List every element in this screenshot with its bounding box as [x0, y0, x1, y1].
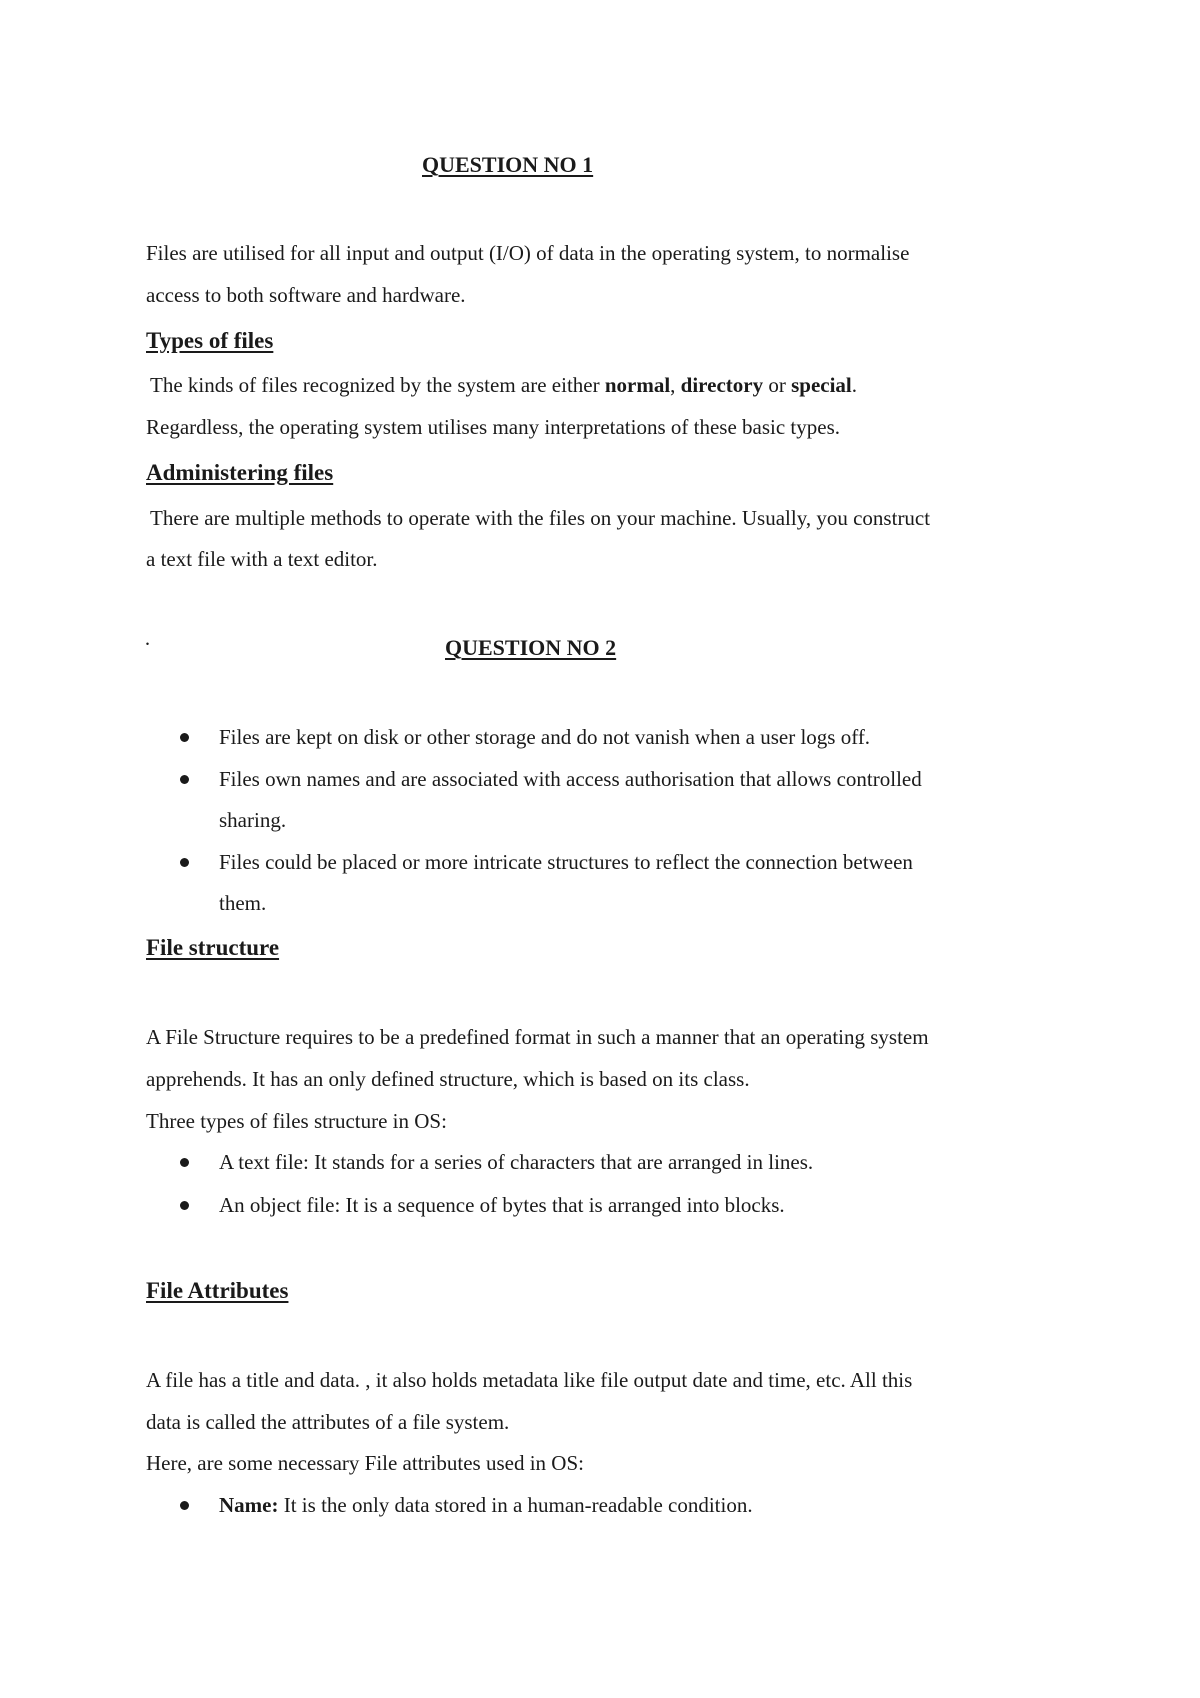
bullet-text: Files own names and are associated with access authorisation that allows controlled	[219, 767, 922, 791]
types-comma: ,	[670, 373, 681, 397]
type-special: special	[791, 373, 852, 397]
file-structure-heading: File structure	[146, 935, 280, 960]
bullet-icon	[180, 858, 189, 867]
structure-line-3: Three types of files structure in OS:	[146, 1109, 447, 1133]
types-or: or	[763, 373, 792, 397]
bullet-text	[219, 1495, 753, 1516]
bullet-text: Files could be placed or more intricate structures to reflect the connection between	[219, 850, 913, 874]
bullet-text: Files are kept on disk or other storage and do not vanish when a user logs off.	[219, 725, 871, 749]
types-line-1-pre: The kinds of files recognized by the system are either	[150, 373, 605, 397]
bullet-text: An object file: It is a sequence of bytes that is arranged into blocks.	[219, 1193, 785, 1217]
q1-intro-line-2: access to both software and hardware.	[146, 283, 466, 307]
types-of-files-heading: Types of files	[146, 328, 274, 353]
administering-files-heading: Administering files	[146, 460, 334, 485]
types-end: .	[851, 373, 858, 397]
bullet-text: them.	[219, 891, 267, 915]
attribute-name-label: Name:	[219, 1493, 279, 1517]
q1-intro-line-1: Files are utilised for all input and output (I/O) of data in the operating system, to normalise	[146, 241, 910, 265]
attributes-line-3: Here, are some necessary File attributes used in OS:	[146, 1451, 584, 1475]
types-line-2: Regardless, the operating system utilises many interpretations of these basic types.	[146, 415, 841, 439]
admin-line-1: There are multiple methods to operate with the files on your machine. Usually, you construct	[150, 506, 931, 530]
question-2-title: QUESTION NO 2	[445, 635, 617, 660]
bullet-icon	[180, 1158, 189, 1167]
structure-line-1: A File Structure requires to be a predefined format in such a manner that an operating system	[146, 1025, 929, 1049]
admin-line-2: a text file with a text editor.	[146, 547, 378, 571]
bullet-icon	[180, 1501, 189, 1510]
attributes-line-1: A file has a title and data. , it also holds metadata like file output date and time, etc. All this	[146, 1368, 913, 1392]
structure-line-2: apprehends. It has an only defined structure, which is based on its class.	[146, 1067, 750, 1091]
bullet-icon	[180, 1201, 189, 1210]
attribute-name-text: It is the only data stored in a human-readable condition.	[278, 1493, 753, 1517]
question-1-title: QUESTION NO 1	[422, 152, 594, 177]
bullet-text: sharing.	[219, 808, 287, 832]
bullet-text: A text file: It stands for a series of characters that are arranged in lines.	[219, 1150, 814, 1174]
attributes-line-2: data is called the attributes of a file system.	[146, 1410, 510, 1434]
type-normal: normal	[604, 373, 671, 397]
stray-mark: ·	[144, 632, 151, 656]
bullet-icon	[180, 775, 189, 784]
bullet-icon	[180, 733, 189, 742]
type-directory: directory	[680, 373, 764, 397]
file-attributes-heading: File Attributes	[146, 1278, 289, 1303]
types-line-1	[150, 375, 857, 396]
